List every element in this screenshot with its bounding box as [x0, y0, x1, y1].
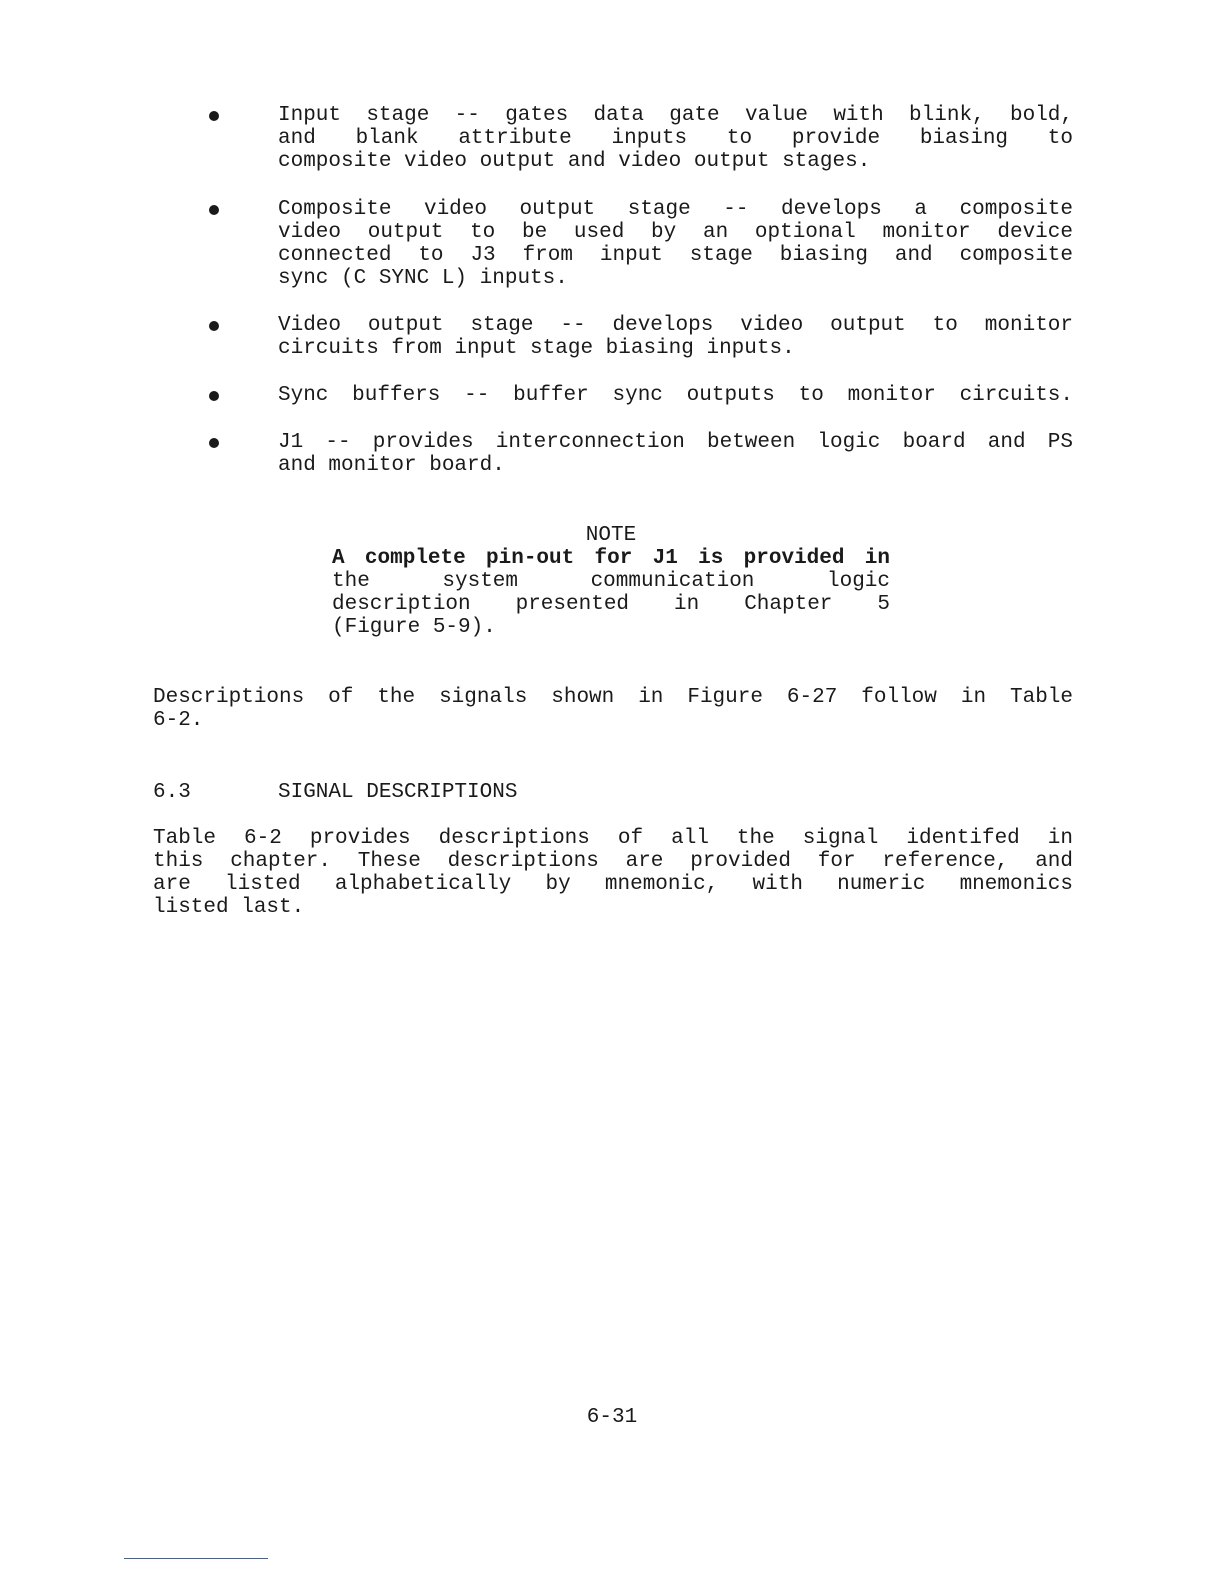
text-line: J1 -- provides interconnection between logic board and PS	[278, 431, 1073, 454]
text-line: Video output stage -- develops video output to monitor	[278, 314, 1073, 337]
bullet-sync-buffers	[278, 384, 1073, 407]
text-line: and blank attribute inputs to provide biasing to	[278, 127, 1073, 150]
bullet-dot-icon	[209, 321, 219, 331]
text-line: this chapter. These descriptions are provided for reference, and	[153, 850, 1073, 873]
note-line: the system communication logic	[332, 570, 890, 593]
paragraph-figure-reference	[153, 686, 1073, 732]
text-line: Composite video output stage -- develops a composite	[278, 198, 1073, 221]
text-line: 6-2.	[153, 709, 204, 732]
bullet-dot-icon	[209, 205, 219, 215]
text-line: Sync buffers -- buffer sync outputs to monitor circuits.	[278, 384, 1073, 407]
text-line: Descriptions of the signals shown in Figure 6-27 follow in Table	[153, 686, 1073, 709]
text-line: and monitor board.	[278, 454, 505, 477]
note-title: NOTE	[585, 524, 637, 547]
note-line: (Figure 5-9).	[332, 616, 496, 639]
section-number: 6.3	[153, 781, 191, 804]
bullet-dot-icon	[209, 111, 219, 121]
bullet-dot-icon	[209, 391, 219, 401]
section-title: SIGNAL DESCRIPTIONS	[278, 781, 518, 804]
bullet-input-stage	[278, 104, 1073, 173]
text-line: sync (C SYNC L) inputs.	[278, 267, 568, 290]
bullet-dot-icon	[209, 438, 219, 448]
page-number: 6-31	[586, 1406, 638, 1429]
paragraph-signal-descriptions	[153, 827, 1073, 919]
text-line: listed last.	[153, 896, 305, 919]
footer-rule	[124, 1558, 268, 1559]
bullet-video-output	[278, 314, 1073, 360]
note-line: A complete pin-out for J1 is provided in	[332, 547, 890, 570]
bullet-composite-video	[278, 198, 1073, 290]
note-line: description presented in Chapter 5	[332, 593, 890, 616]
text-line: Input stage -- gates data gate value with blink, bold,	[278, 104, 1073, 127]
text-line: circuits from input stage biasing inputs.	[278, 337, 795, 360]
text-line: Table 6-2 provides descriptions of all the signal identifed in	[153, 827, 1073, 850]
text-line: composite video output and video output stages.	[278, 150, 871, 173]
note-block	[332, 524, 890, 639]
text-line: are listed alphabetically by mnemonic, with numeric mnemonics	[153, 873, 1073, 896]
text-line: video output to be used by an optional monitor device	[278, 221, 1073, 244]
text-line: connected to J3 from input stage biasing and composite	[278, 244, 1073, 267]
bullet-j1	[278, 431, 1073, 477]
